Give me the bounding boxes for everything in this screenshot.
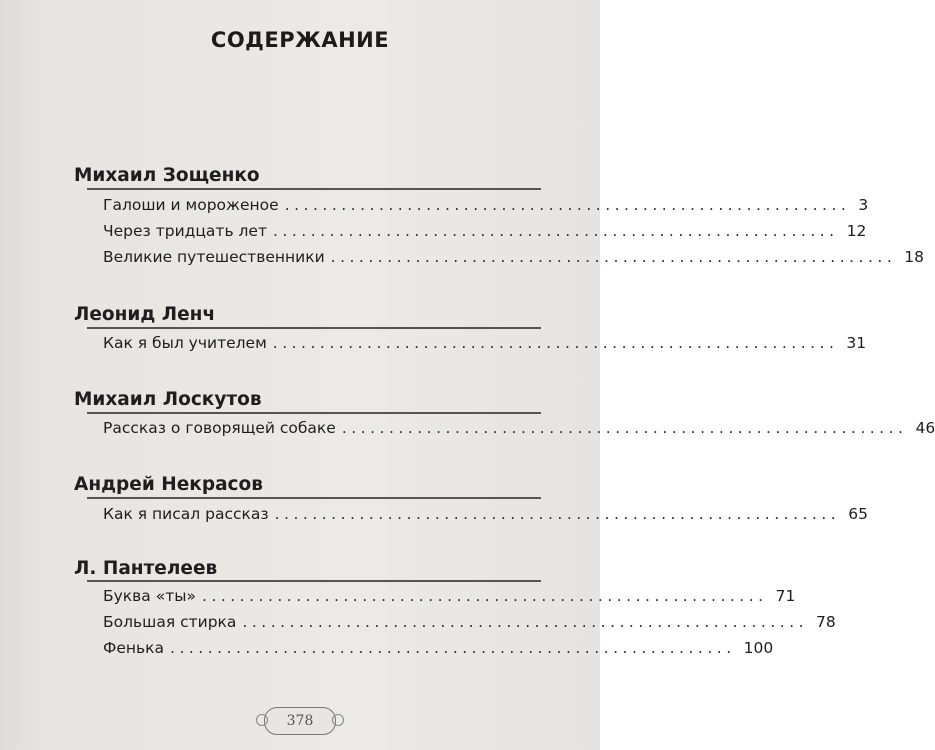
toc-entry[interactable]	[103, 613, 836, 631]
section-rule	[87, 497, 541, 499]
page-number: 378	[286, 713, 314, 729]
entry-title: Как я был учителем	[103, 334, 267, 352]
dot-leader: ............................................................	[330, 248, 897, 266]
toc-entry[interactable]	[103, 505, 868, 523]
entry-page: 78	[816, 613, 836, 631]
entry-title: Великие путешественники	[103, 248, 325, 266]
author-heading: Л. Пантелеев	[74, 558, 218, 579]
section-rule	[87, 580, 541, 582]
dot-leader: ............................................................	[341, 419, 908, 437]
entry-page: 12	[846, 222, 867, 240]
entry-page: 18	[904, 248, 924, 266]
toc-entry[interactable]	[103, 419, 935, 437]
author-heading: Леонид Ленч	[74, 304, 216, 325]
entry-page: 65	[848, 505, 868, 523]
entry-page: 71	[775, 587, 796, 605]
toc-entry[interactable]	[103, 639, 774, 657]
section-rule	[87, 327, 541, 329]
toc-entry[interactable]	[103, 248, 924, 266]
toc-entry[interactable]	[103, 222, 867, 240]
toc-entry[interactable]	[103, 196, 869, 214]
entry-page: 3	[858, 196, 869, 214]
entry-title: Буква «ты»	[103, 587, 196, 605]
entry-title: Как я писал рассказ	[103, 505, 269, 523]
entry-title: Рассказ о говорящей собаке	[103, 419, 336, 437]
entry-title: Галоши и мороженое	[103, 196, 279, 214]
dot-leader: ............................................................	[272, 222, 839, 240]
dot-leader: ............................................................	[284, 196, 851, 214]
dot-leader: ............................................................	[201, 587, 768, 605]
section-rule	[87, 412, 541, 414]
toc-entry[interactable]	[103, 334, 867, 352]
dot-leader: ............................................................	[274, 505, 841, 523]
entry-title: Большая стирка	[103, 613, 237, 631]
author-heading: Михаил Зощенко	[74, 165, 260, 186]
section-rule	[87, 188, 541, 190]
entry-title: Фенька	[103, 639, 165, 657]
entry-page: 46	[915, 419, 935, 437]
dot-leader: ............................................................	[242, 613, 809, 631]
dot-leader: ............................................................	[170, 639, 736, 657]
author-heading: Михаил Лоскутов	[74, 389, 262, 410]
entry-page: 31	[846, 334, 867, 352]
dot-leader: ............................................................	[272, 334, 839, 352]
page-title: СОДЕРЖАНИЕ	[210, 28, 390, 52]
page-number-ornament	[264, 707, 336, 735]
entry-title: Через тридцать лет	[103, 222, 267, 240]
author-heading: Андрей Некрасов	[74, 474, 263, 495]
entry-page: 100	[743, 639, 774, 657]
toc-entry[interactable]	[103, 587, 796, 605]
